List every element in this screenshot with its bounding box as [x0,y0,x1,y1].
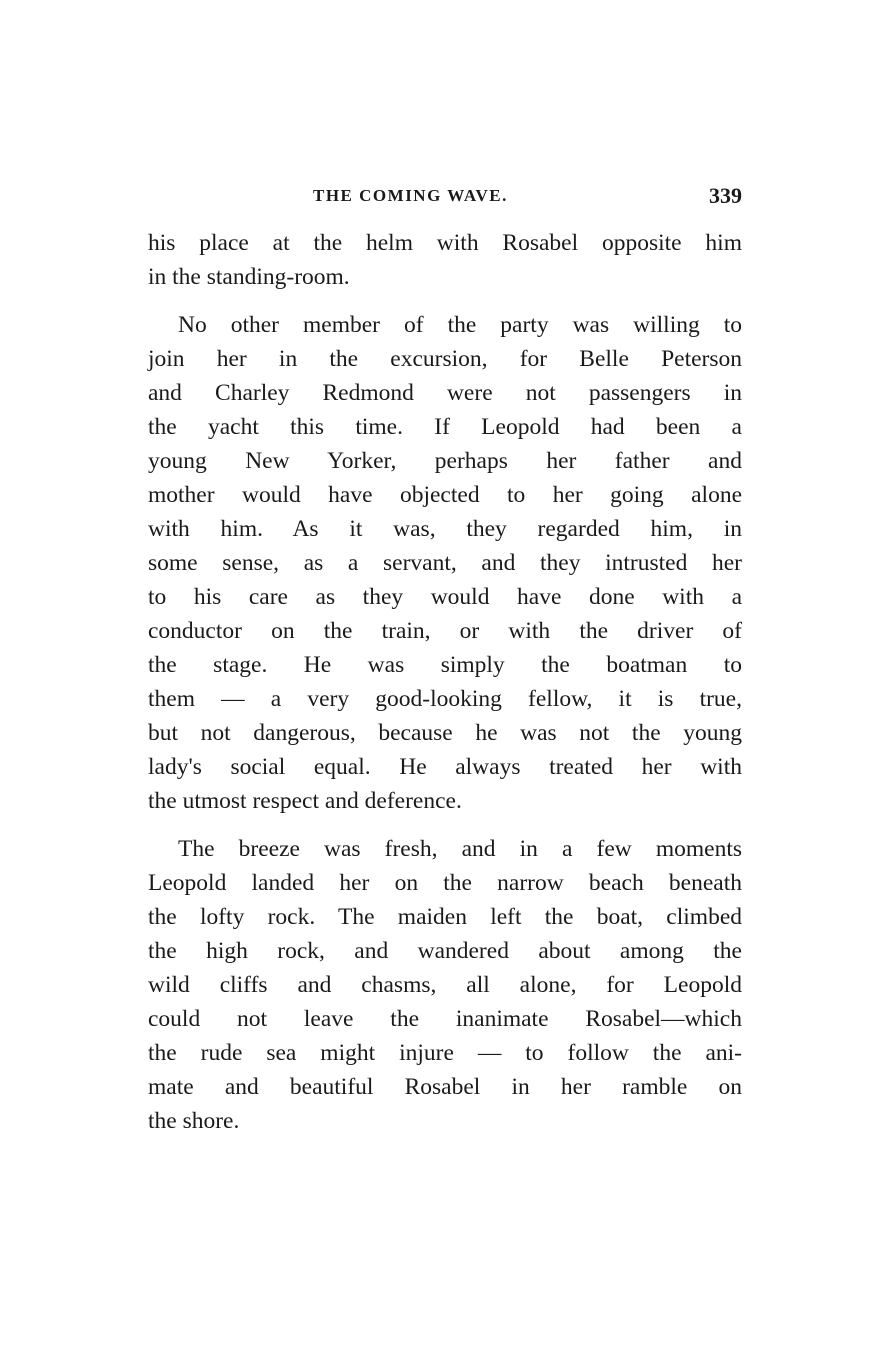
text-line: them — a very good-looking fellow, it is true, [148,686,742,712]
text-line: the utmost respect and deference. [148,788,462,814]
text-line: mate and beautiful Rosabel in her ramble on [148,1074,742,1100]
text-line: his place at the helm with Rosabel opposite him [148,230,742,256]
paragraph [148,308,742,818]
text-line: conductor on the train, or with the driver of [148,618,742,644]
text-line: No other member of the party was willing to [178,312,742,338]
text-line: join her in the excursion, for Belle Peterson [148,346,742,372]
text-line: the rude sea might injure — to follow the ani- [148,1040,742,1066]
text-line: with him. As it was, they regarded him, in [148,516,742,542]
page-number: 339 [709,183,742,208]
text-line: the high rock, and wandered about among the [148,938,742,964]
text-line: the yacht this time. If Leopold had been a [148,414,742,440]
text-line: but not dangerous, because he was not the young [148,720,742,746]
paragraph [148,832,742,1138]
text-line: the stage. He was simply the boatman to [148,652,742,678]
running-title: THE COMING WAVE. [313,186,508,205]
text-line: and Charley Redmond were not passengers in [148,380,742,406]
text-line: lady's social equal. He always treated her with [148,754,742,780]
paragraph [148,226,742,294]
text-line: in the standing-room. [148,264,350,290]
text-line: young New Yorker, perhaps her father and [148,448,742,474]
text-line: The breeze was fresh, and in a few moments [178,836,742,862]
text-line: the shore. [148,1108,240,1134]
text-line: the lofty rock. The maiden left the boat, climbed [148,904,742,930]
text-line: could not leave the inanimate Rosabel—which [148,1006,742,1032]
body-text [148,226,742,1152]
page-header [148,183,742,216]
text-line: to his care as they would have done with a [148,584,742,610]
text-line: Leopold landed her on the narrow beach beneath [148,870,742,896]
text-line: mother would have objected to her going alone [148,482,742,508]
text-line: some sense, as a servant, and they intrusted her [148,550,742,576]
text-line: wild cliffs and chasms, all alone, for Leopold [148,972,742,998]
